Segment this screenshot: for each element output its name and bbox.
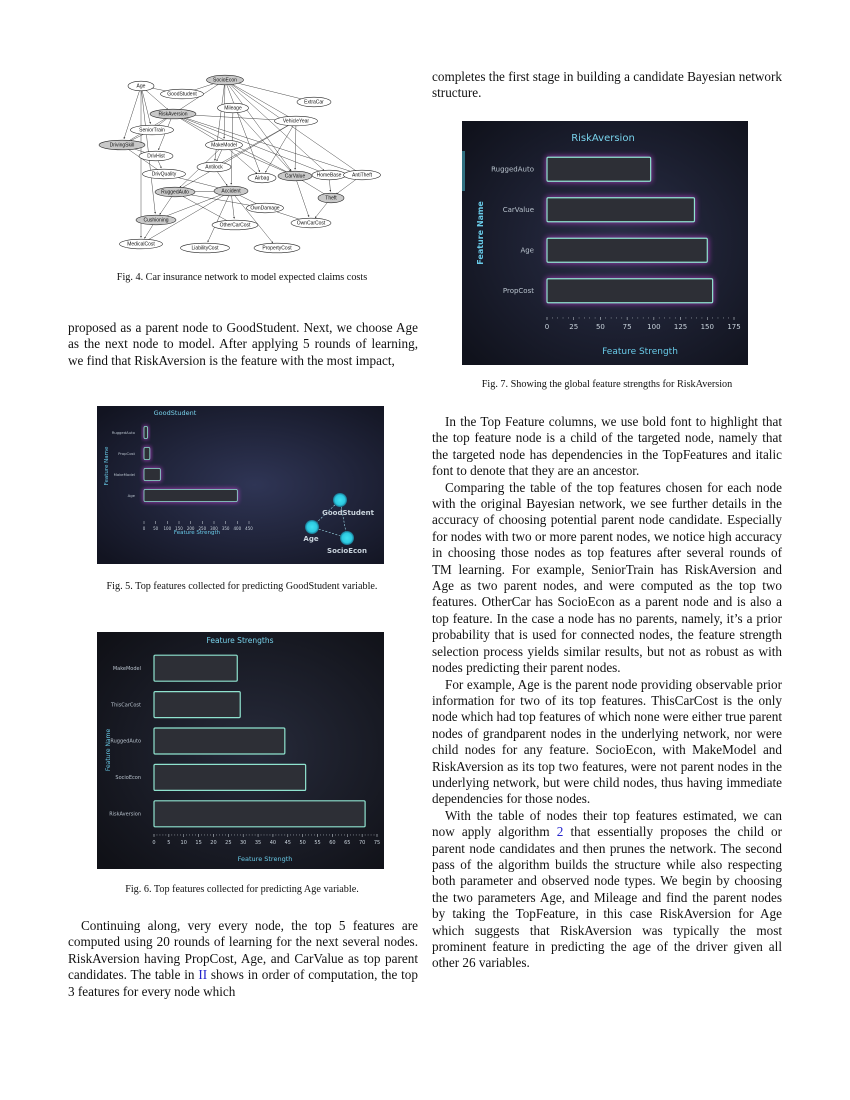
x-tick-label: 50 <box>595 323 605 331</box>
network-node-label: ExtraCar <box>304 99 324 106</box>
network-node-owncarcost <box>291 218 331 228</box>
network-node-label: Cushioning <box>143 217 169 224</box>
network-edge <box>141 86 150 124</box>
x-tick-label: 150 <box>700 323 714 331</box>
network-node-drivhist <box>139 151 173 161</box>
bar-ruggedauto <box>547 157 651 181</box>
left-paragraph-2-b: shows in order of computation, the top 3 features for every node which <box>68 967 418 999</box>
bar-thiscarcost <box>154 692 240 718</box>
bar-propcost <box>547 279 713 303</box>
figure-4 <box>100 68 373 258</box>
network-edge <box>295 176 309 217</box>
chart-title: Feature Strengths <box>206 636 274 645</box>
x-tick-label: 65 <box>344 840 351 846</box>
network-node-label: PropertyCost <box>262 245 292 252</box>
x-tick-label: 150 <box>175 526 183 531</box>
network-node-label: Age <box>136 83 146 90</box>
network-node-carvalue <box>278 171 312 181</box>
x-tick-label: 55 <box>314 840 321 846</box>
network-node-socioecon <box>207 75 244 85</box>
left-paragraph-1-text: proposed as a parent node to GoodStudent. Next, we choose Age as the next node to model. After applying 5 rounds of learning, we find that RiskAversion is the feature with the most impact, <box>68 320 418 368</box>
x-tick-label: 15 <box>195 840 202 846</box>
right-column-text <box>432 414 782 972</box>
y-axis-label: Feature Name <box>476 201 485 265</box>
right-paragraph-1: In the Top Feature columns, we use bold font to highlight that the top feature node is a child of the targeted node, namely that the targeted node has dependencies in the TopFeatures and italic font to denote that they are an ancestor. <box>432 414 782 479</box>
network-node-label: HomeBase <box>316 172 342 179</box>
network-diagram <box>100 68 373 258</box>
category-label: RuggedAuto <box>491 165 534 174</box>
network-node-theft <box>318 193 344 203</box>
right-paragraph-3: For example, Age is the parent node providing observable prior information for two of its top features. ThisCarCost is the only node which had top features of which none were either true parent nodes of grandparent nodes in the underlying network, nor were child nodes for any feature. SocioEcon, with MakeModel and RiskAversion as its top two features, were not parent nodes in the underlying network, but were child nodes, thus having immediate dependencies for those nodes. <box>432 676 782 807</box>
network-node-label: OtherCarCost <box>219 222 251 229</box>
figure-5 <box>97 406 384 564</box>
network-node-label: VehicleYear <box>282 118 310 125</box>
right-paragraph-2: Comparing the table of the top features chosen for each node with the original Bayesian network, we see further details in the accuracy of choosing potential parent node candidate. Especially for nodes with two or more parent nodes, we notice high accuracy in choosing those nodes as top features after several rounds of TM learning. For example, SeniorTrain has RiskAversion and Age as two parent nodes, and were computed as the top two features. OtherCar has SocioEcon as a parent node and is also a top feature. In the case a node has no parents, namely, it’s a prior probability that is used for connected nodes, the feature strength selection process yields similar results, but not as robust as with nodes predicting their parent nodes. <box>432 479 782 676</box>
x-tick-label: 100 <box>163 526 172 531</box>
bar-socioecon <box>154 764 306 790</box>
bar-riskaversion <box>154 801 365 827</box>
category-label: MakeModel <box>112 665 141 672</box>
network-node-mileage <box>218 103 249 113</box>
network-node-homebase <box>312 170 346 180</box>
category-label: RuggedAuto <box>111 429 135 435</box>
x-tick-label: 60 <box>329 840 336 846</box>
category-label: RuggedAuto <box>110 738 141 745</box>
category-label: Age <box>520 246 534 255</box>
network-node-extracar <box>297 97 331 107</box>
network-node-label: RiskAversion <box>158 111 188 118</box>
graph-node-socioecon <box>340 531 354 545</box>
network-node-propertycost <box>254 243 300 253</box>
right-paragraph-0-text: completes the first stage in building a candidate Bayesian network structure. <box>432 69 782 101</box>
category-label: PropCost <box>118 450 135 456</box>
x-tick-label: 350 <box>221 526 230 531</box>
network-node-label: SocioEcon <box>213 77 237 84</box>
x-tick-label: 0 <box>544 323 550 331</box>
y-axis-label: Feature Name <box>104 446 110 486</box>
table-ref-link[interactable]: II <box>198 967 208 983</box>
network-node-label: OwnCarCost <box>296 220 326 227</box>
network-node-drivingskill <box>99 140 145 150</box>
network-node-makemodel <box>206 140 243 150</box>
x-tick-label: 75 <box>373 840 381 846</box>
bar-makemodel <box>144 469 160 481</box>
figure-6-caption: Fig. 6. Top features collected for predicting Age variable. <box>125 884 359 895</box>
algorithm-ref-link[interactable]: 2 <box>556 824 564 840</box>
x-tick-label: 25 <box>569 323 579 331</box>
x-tick-label: 400 <box>233 526 242 531</box>
network-node-label: DrivingSkill <box>109 142 135 149</box>
figure-4-caption: Fig. 4. Car insurance network to model expected claims costs <box>116 272 368 283</box>
network-node-cushioning <box>136 215 176 225</box>
graph-label-goodstudent: GoodStudent <box>322 509 374 517</box>
right-paragraph-4 <box>432 808 782 972</box>
network-node-label: MakeModel <box>211 142 237 149</box>
x-tick-label: 75 <box>622 323 632 331</box>
x-tick-label: 30 <box>240 840 247 846</box>
riskaversion-chart <box>462 121 748 365</box>
x-axis-label: Feature Strength <box>237 855 293 863</box>
x-axis-label: Feature Strength <box>602 347 678 357</box>
graph-node-goodstudent <box>333 493 347 507</box>
bar-makemodel <box>154 655 237 681</box>
x-axis-label: Feature Strength <box>173 530 221 536</box>
x-tick-label: 125 <box>673 323 688 331</box>
network-node-label: Mileage <box>224 105 242 112</box>
network-node-vehicleyear <box>275 116 318 126</box>
figure-7-caption: Fig. 7. Showing the global feature strengths for RiskAversion <box>481 379 733 390</box>
network-node-othercarcost <box>212 220 258 230</box>
network-node-antilock <box>197 162 231 172</box>
network-node-drivquality <box>143 169 186 179</box>
network-node-ruggedauto <box>155 187 195 197</box>
x-tick-label: 50 <box>299 840 306 846</box>
figure-7 <box>462 121 748 365</box>
network-node-medicalcost <box>120 239 163 249</box>
network-node-seniortrain <box>131 125 174 135</box>
bar-carvalue <box>547 198 694 222</box>
left-paragraph-1 <box>68 320 418 369</box>
bar-ruggedauto <box>154 728 285 754</box>
category-label: ThisCarCost <box>111 702 141 709</box>
network-node-label: GoodStudent <box>167 91 197 98</box>
network-node-label: LiabilityCost <box>191 245 219 252</box>
x-tick-label: 200 <box>186 526 195 531</box>
bar-age <box>547 238 707 262</box>
x-tick-label: 25 <box>225 840 232 846</box>
bar-propcost <box>144 448 150 460</box>
right-paragraph-0 <box>432 69 782 102</box>
goodstudent-chart <box>97 406 384 564</box>
network-node-label: Theft <box>325 195 337 202</box>
network-edge <box>231 191 273 243</box>
x-tick-label: 5 <box>167 840 171 846</box>
network-edge <box>181 121 296 189</box>
x-tick-label: 250 <box>198 526 207 531</box>
graph-node-age <box>305 520 319 534</box>
network-node-riskaversion <box>150 109 196 119</box>
network-node-label: DrivHist <box>147 153 165 160</box>
left-paragraph-2-text <box>68 918 418 1000</box>
network-node-antitheft <box>344 170 381 180</box>
category-label: PropCost <box>502 287 534 296</box>
network-node-label: OwnDamage <box>250 205 280 212</box>
x-tick-label: 40 <box>269 840 277 846</box>
network-node-liabilitycost <box>181 243 230 253</box>
x-tick-label: 20 <box>210 840 217 846</box>
category-label: CarValue <box>502 206 534 215</box>
age-chart <box>97 632 384 869</box>
network-node-label: RuggedAuto <box>161 189 189 196</box>
figure-6 <box>97 632 384 869</box>
x-tick-label: 50 <box>153 526 159 531</box>
x-tick-label: 100 <box>647 323 661 331</box>
chart-title: GoodStudent <box>153 409 197 417</box>
x-tick-label: 300 <box>210 526 218 531</box>
chart-title: RiskAversion <box>571 133 635 144</box>
x-tick-label: 0 <box>142 526 146 531</box>
network-node-label: AntiTheft <box>351 172 373 179</box>
network-node-label: Accident <box>221 188 241 195</box>
network-edge <box>141 86 155 214</box>
network-node-label: MedicalCost <box>127 241 155 248</box>
graph-label-socioecon: SocioEcon <box>327 547 367 555</box>
bar-age <box>144 490 237 502</box>
left-paragraph-2-a: Continuing along, very every node, the top 5 features are computed using 20 rounds of learning for the next several nodes. RiskAversion having PropCost, Age, and CarValue as top parent candidates. The table in <box>68 918 418 983</box>
y-axis-label: Feature Name <box>105 728 112 772</box>
category-label: RiskAversion <box>109 811 141 818</box>
x-tick-label: 450 <box>245 526 253 531</box>
bar-ruggedauto <box>144 427 148 439</box>
x-tick-label: 45 <box>284 840 291 846</box>
network-node-airbag <box>248 173 276 183</box>
network-node-age <box>128 81 154 91</box>
figure-5-caption: Fig. 5. Top features collected for predicting GoodStudent variable. <box>106 581 378 592</box>
network-node-owndamage <box>247 203 284 213</box>
category-label: MakeModel <box>113 471 135 477</box>
x-tick-label: 175 <box>727 323 741 331</box>
network-node-label: SeniorTrain <box>139 127 165 134</box>
network-node-label: DrivQuality <box>151 171 177 178</box>
category-label: Age <box>127 492 135 498</box>
x-tick-label: 0 <box>152 840 156 846</box>
left-paragraph-2 <box>68 918 418 1000</box>
x-tick-label: 10 <box>180 840 187 846</box>
network-edge <box>265 121 296 172</box>
x-tick-label: 35 <box>254 840 262 846</box>
network-node-accident <box>214 186 248 196</box>
right-paragraph-4-b: that essentially proposes the child or parent node candidates and then prunes the network. The second pass of the algorithm builds the structure while also respecting both parameter and observed node types. We begin by choosing the two parameters Age, and Mileage and find the parent nodes by taking the TopFeature, in this case RiskAversion for Age which suggests that RiskAversion was typically the most prominent feature in predicting the age of the driver given all other 26 variables. <box>432 824 782 971</box>
network-node-label: CarValue <box>284 173 306 180</box>
network-node-goodstudent <box>161 89 204 99</box>
graph-label-age: Age <box>303 535 319 543</box>
x-tick-label: 70 <box>358 840 366 846</box>
category-label: SocioEcon <box>115 775 141 782</box>
network-node-label: Airbag <box>254 175 270 182</box>
network-node-label: Antilock <box>205 164 223 171</box>
right-paragraph-4-a: With the table of nodes their top features estimated, we can now apply algorithm <box>432 807 782 840</box>
